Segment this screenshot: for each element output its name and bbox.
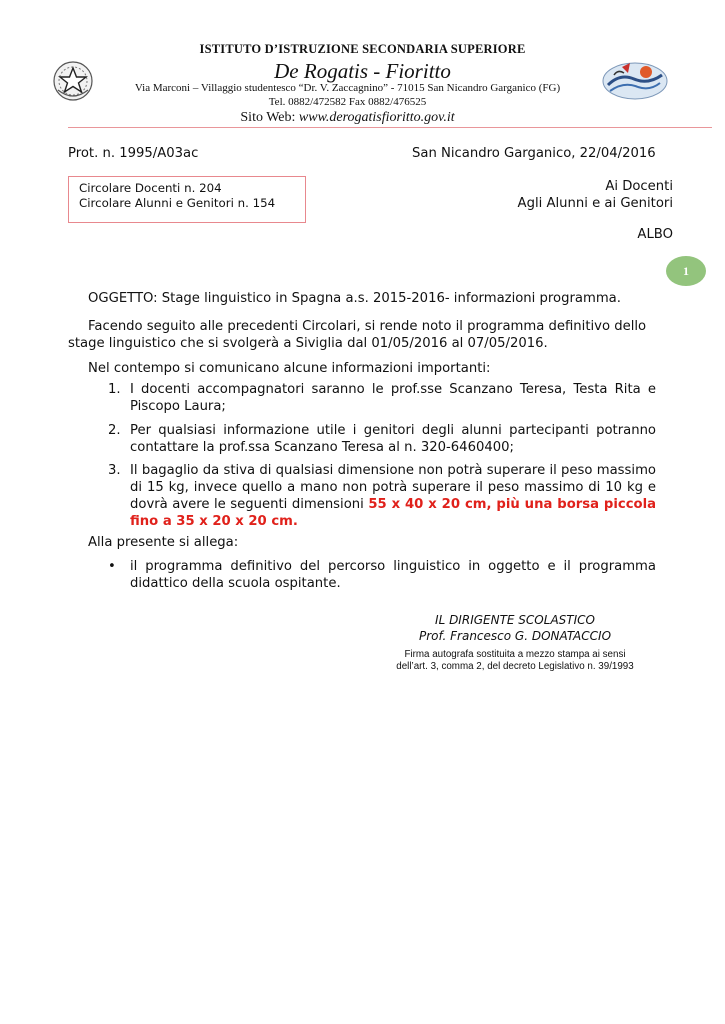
circolare-alunni: Circolare Alunni e Genitori n. 154 bbox=[79, 196, 276, 210]
list-item-number: 1. bbox=[108, 382, 121, 397]
intro-paragraph: Facendo seguito alle precedenti Circolari, si rende noto il programma definitivo dello stage linguistico che si svolgerà a Siviglia dal 01/05/2016 al 07/05/2016. bbox=[68, 319, 647, 351]
signer-name: Prof. Francesco G. DONATACCIO bbox=[418, 629, 612, 643]
list-item bbox=[108, 381, 656, 415]
attachment-text: il programma definitivo del percorso linguistico in oggetto e il programma didattico della scuola ospitante. bbox=[130, 559, 656, 591]
subject-line: OGGETTO: Stage linguistico in Spagna a.s. 2015-2016- informazioni programma. bbox=[88, 291, 621, 306]
list-item-number: 3. bbox=[108, 463, 121, 478]
signature-note-line1: Firma autografa sostituita a mezzo stampa ai sensi bbox=[404, 649, 626, 660]
header-divider bbox=[68, 127, 712, 128]
bullet-icon: • bbox=[108, 559, 116, 574]
protocol-number: Prot. n. 1995/A03ac bbox=[68, 146, 199, 161]
school-phone: Tel. 0882/472582 Fax 0882/476525 bbox=[268, 96, 427, 108]
list-item bbox=[108, 422, 656, 456]
school-address: Via Marconi – Villaggio studentesco “Dr. V. Zaccagnino” - 71015 San Nicandro Garganico (FG) bbox=[134, 82, 561, 94]
page-number-badge: 1 bbox=[666, 256, 706, 286]
info-intro: Nel contempo si comunicano alcune informazioni importanti: bbox=[88, 361, 491, 376]
list-item-text: I docenti accompagnatori saranno le prof.sse Scanzano Teresa, Testa Rita e Piscopo Laura; bbox=[130, 382, 656, 414]
recipient-docenti: Ai Docenti bbox=[605, 179, 673, 194]
list-item-text bbox=[130, 462, 656, 530]
school-website bbox=[105, 110, 590, 126]
circolare-docenti: Circolare Docenti n. 204 bbox=[79, 181, 222, 195]
attachment-item bbox=[108, 558, 656, 592]
school-logo-icon bbox=[600, 55, 670, 103]
recipient-alunni-genitori: Agli Alunni e ai Genitori bbox=[517, 196, 673, 211]
albo-label: ALBO bbox=[637, 227, 673, 242]
circolari-box bbox=[68, 176, 306, 223]
school-name: De Rogatis - Fioritto bbox=[274, 59, 451, 83]
list-item-number: 2. bbox=[108, 423, 121, 438]
list-item-text: Per qualsiasi informazione utile i genitori degli alunni partecipanti potranno contattare la prof.ssa Scanzano Teresa al n. 320-6460400; bbox=[130, 423, 656, 455]
signature-note-line2: dell’art. 3, comma 2, del decreto Legislativo n. 39/1993 bbox=[396, 661, 634, 672]
signer-title: IL DIRIGENTE SCOLASTICO bbox=[435, 613, 595, 627]
place-date: San Nicandro Garganico, 22/04/2016 bbox=[412, 146, 656, 161]
list-item bbox=[108, 462, 656, 530]
institute-name: ISTITUTO D’ISTRUZIONE SECONDARIA SUPERIORE bbox=[199, 42, 526, 56]
website-link[interactable]: www.derogatisfioritto.gov.it bbox=[298, 110, 455, 125]
baggage-text: Il bagaglio da stiva di qualsiasi dimensione non potrà superare il peso massimo di 15 kg, invece quello a mano non potrà superare il peso massimo di 10 kg e dovrà avere le seguenti dimensioni bbox=[130, 463, 656, 512]
baggage-dimensions-highlight: 55 x 40 x 20 cm, più una borsa piccola fino a 35 x 20 x 20 cm. bbox=[130, 497, 656, 529]
website-label: Sito Web: bbox=[240, 110, 299, 125]
attachment-intro: Alla presente si allega: bbox=[88, 535, 239, 550]
recipients bbox=[440, 178, 673, 212]
